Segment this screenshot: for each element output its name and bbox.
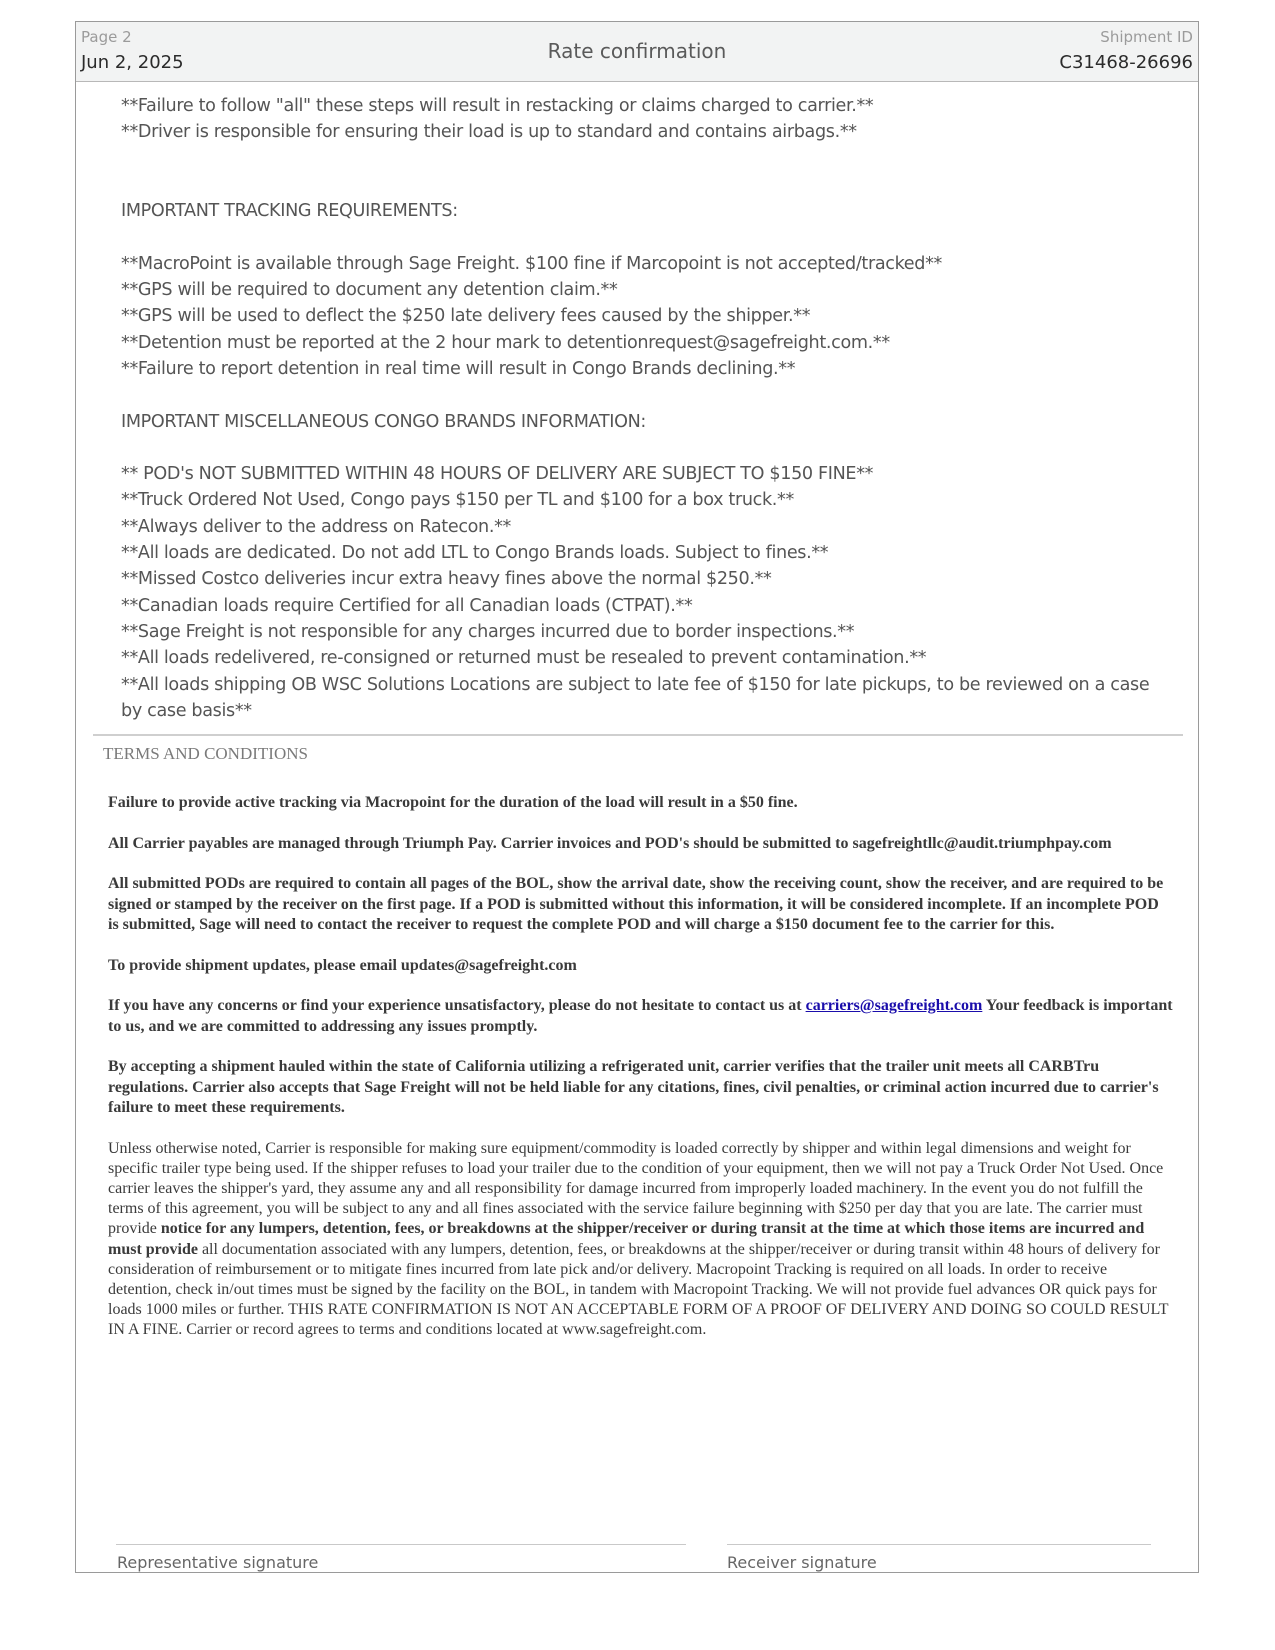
general-terms-text-end: all documentation associated with any lumpers, detention, fees, or breakdowns at the shipper/receiver or during transit within 48 hours of delivery for consideration of reimbursement or to mitigate fines incurred from late pick and/or delivery. Macropoint Tracking is required on all loads. In order to receive detention, check in/out times must be signed by the facility on the BOL, in tandem with Macropoint Tracking. We will not provide fuel advances OR quick pays for loads 1000 miles or further. THIS RATE CONFIRMATION IS NOT AN ACCEPTABLE FORM OF A PROOF OF DELIVERY AND DOING SO COULD RESULT IN A FINE. Carrier or record agrees to terms and conditions located at www.sagefreight.com. <box>108 1240 1169 1339</box>
shipment-id: C31468-26696 <box>1059 52 1193 73</box>
document-date: Jun 2, 2025 <box>81 52 184 73</box>
page-title: Rate confirmation <box>547 39 727 63</box>
instruction-line: **Truck Ordered Not Used, Congo pays $150 per TL and $100 for a box truck.** <box>121 490 794 511</box>
instruction-line: **Missed Costco deliveries incur extra heavy fines above the normal $250.** <box>121 569 772 590</box>
page-number: Page 2 <box>81 28 132 46</box>
terms-paragraph: All submitted PODs are required to contain all pages of the BOL, show the arrival date, show the receiving count, show the receiver, and are required to be signed or stamped by the receiver on the first page. If a POD is submitted without this information, it will be considered incomplete. If an incomplete POD is submitted, Sage will need to contact the receiver to request the complete POD and will charge a $150 document fee to the carrier for this. <box>108 875 1164 933</box>
instruction-line: **Canadian loads require Certified for all Canadian loads (CTPAT).** <box>121 595 693 616</box>
terms-paragraph: Failure to provide active tracking via Macropoint for the duration of the load will result in a $50 fine. <box>108 794 798 811</box>
instruction-line: **Failure to report detention in real time will result in Congo Brands declining.** <box>121 358 796 379</box>
instruction-line: **Detention must be reported at the 2 hour mark to detentionrequest@sagefreight.com.** <box>121 332 890 353</box>
concerns-text: If you have any concerns or find your experience unsatisfactory, please do not hesitate to contact us at <box>108 997 806 1014</box>
instruction-line: **GPS will be used to deflect the $250 late delivery fees caused by the shipper.** <box>121 306 811 327</box>
terms-paragraph: To provide shipment updates, please email updates@sagefreight.com <box>108 956 577 974</box>
terms-paragraph: By accepting a shipment hauled within the state of California utilizing a refrigerated unit, carrier verifies that the trailer unit meets all CARBTru regulations. Carrier also accepts that Sage Freight will not be held liable for any citations, fines, civil penalties, or criminal action incurred due to carrier's failure to meet these requirements. <box>108 1058 1159 1116</box>
instruction-line: **Always deliver to the address on Ratecon.** <box>121 516 511 537</box>
representative-signature-line[interactable] <box>116 1544 686 1545</box>
general-terms-bold: notice for any lumpers, detention, fees, or breakdowns at the shipper/receiver or during transit at the time at which those items are incurred and must provide <box>108 1220 1145 1258</box>
instruction-line: ** POD's NOT SUBMITTED WITHIN 48 HOURS OF DELIVERY ARE SUBJECT TO $150 FINE** <box>121 464 874 485</box>
instruction-line: **Driver is responsible for ensuring their load is up to standard and contains airbags.** <box>121 122 857 143</box>
instruction-line: **Sage Freight is not responsible for any charges incurred due to border inspections.** <box>121 621 855 642</box>
general-terms-text: Unless otherwise noted, Carrier is responsible for making sure equipment/commodity is loaded correctly by shipper and within legal dimensions and weight for specific trailer type being used. If the shipper refuses to load your trailer due to the condition of your equipment, then we will not pay a Truck Order Not Used. Once carrier leaves the shipper's yard, they assume any and all responsibility for damage incurred from improperly loaded machinery. In the event you do not fulfill the terms of this agreement, you will be subject to any and all fines associated with the service failure beginning with $250 per day that you are late. The carrier must provide <box>108 1139 1164 1238</box>
receiver-signature-label: Receiver signature <box>727 1553 877 1572</box>
instruction-line: **GPS will be required to document any detention claim.** <box>121 280 618 301</box>
terms-paragraph <box>108 996 1173 1037</box>
concerns-text-end: Your feedback is important to us, and we are committed to addressing any issues promptly. <box>108 997 1173 1035</box>
representative-signature-label: Representative signature <box>117 1553 319 1572</box>
special-instructions <box>121 93 1161 724</box>
instruction-line: **All loads are dedicated. Do not add LTL to Congo Brands loads. Subject to fines.** <box>121 543 829 564</box>
terms-paragraph <box>108 1139 1173 1341</box>
instruction-line: **MacroPoint is available through Sage Freight. $100 fine if Marcopoint is not accepted/tracked** <box>121 253 942 274</box>
terms-paragraph: All Carrier payables are managed through Triumph Pay. Carrier invoices and POD's should be submitted to sagefreightllc@audit.triumphpay.com <box>108 834 1112 852</box>
section-divider <box>93 734 1183 736</box>
misc-heading: IMPORTANT MISCELLANEOUS CONGO BRANDS INFORMATION: <box>121 411 646 432</box>
instruction-line: **All loads redelivered, re-consigned or returned must be resealed to prevent contamination.** <box>121 648 927 669</box>
tracking-heading: IMPORTANT TRACKING REQUIREMENTS: <box>121 201 458 222</box>
shipment-id-label: Shipment ID <box>1100 28 1193 46</box>
page-header <box>76 22 1198 82</box>
carriers-email-link[interactable]: carriers@sagefreight.com <box>805 997 983 1014</box>
terms-heading: TERMS AND CONDITIONS <box>103 744 308 763</box>
receiver-signature-line[interactable] <box>727 1544 1151 1545</box>
instruction-line: **All loads shipping OB WSC Solutions Locations are subject to late fee of $150 for late pickups, to be reviewed on a case by case basis** <box>121 674 1150 721</box>
instruction-line: **Failure to follow "all" these steps will result in restacking or claims charged to carrier.** <box>121 96 874 116</box>
terms-and-conditions <box>108 793 1173 1361</box>
